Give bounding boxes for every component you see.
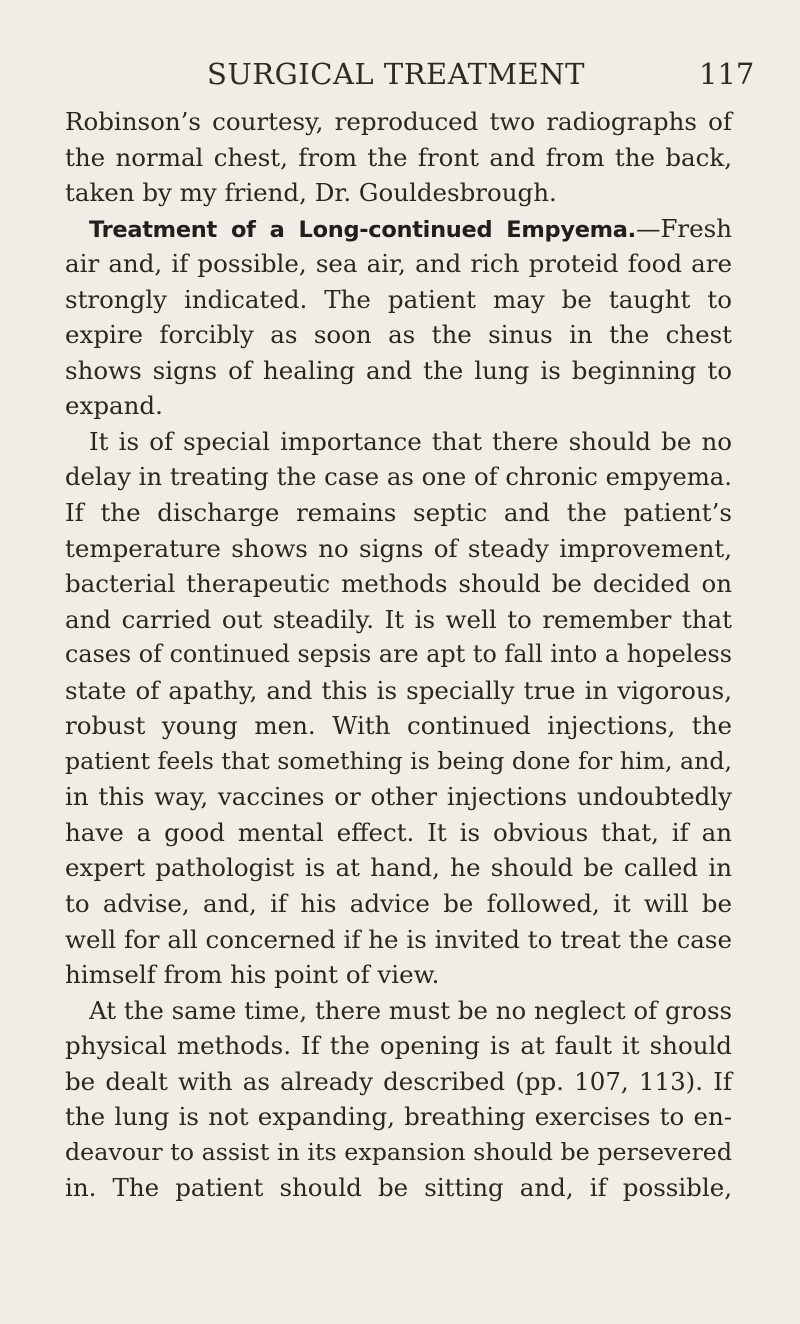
text-line: to advise, and, if his advice be followed, it will be	[65, 889, 732, 919]
text-line: shows signs of healing and the lung is beginning to	[65, 355, 732, 385]
text-line: the lung is not expanding, breathing exercises to en-	[65, 1102, 732, 1132]
text-line: and carried out steadily. It is well to remember that	[65, 604, 732, 634]
text-line: taken by my friend, Dr. Gouldesbrough.	[65, 178, 557, 208]
text-line: air and, if possible, sea air, and rich proteid food are	[65, 249, 732, 279]
text-line: be dealt with as already described (pp. 107, 113). If	[65, 1066, 732, 1096]
text-line: expand.	[65, 391, 163, 421]
text-run: —Fresh	[635, 213, 732, 243]
text-line: in this way, vaccines or other injections undoubtedly	[65, 782, 732, 812]
text-line: the normal chest, from the front and from the back,	[65, 142, 732, 172]
text-line: state of apathy, and this is specially true in vigorous,	[65, 675, 732, 705]
text-line: patient feels that something is being done for him, and,	[65, 746, 732, 775]
page-number: 117	[699, 57, 755, 91]
text-line: himself from his point of view.	[65, 960, 440, 990]
text-line: deavour to assist in its expansion should be persevered	[65, 1137, 732, 1166]
text-line: delay in treating the case as one of chronic empyema.	[65, 462, 732, 492]
section-heading-line	[65, 211, 732, 247]
text-line: well for all concerned if he is invited to treat the case	[65, 924, 732, 954]
text-line: have a good mental effect. It is obvious that, if an	[65, 817, 732, 847]
section-heading: Treatment of a Long-continued Empyema.	[89, 216, 636, 243]
running-head	[0, 56, 800, 96]
body-text	[65, 104, 732, 1206]
text-line: robust young men. With continued injections, the	[65, 711, 732, 741]
paragraph-start: It is of special importance that there should be no	[89, 426, 732, 456]
running-title: SURGICAL TREATMENT	[207, 57, 585, 91]
text-line: expire forcibly as soon as the sinus in the chest	[65, 320, 732, 350]
text-line: If the discharge remains septic and the patient’s	[65, 498, 732, 528]
text-line: cases of continued sepsis are apt to fall into a hopeless	[65, 640, 732, 669]
text-line: Robinson’s courtesy, reproduced two radiographs of	[65, 107, 732, 136]
text-line: temperature shows no signs of steady improvement,	[65, 533, 732, 563]
text-line: bacterial therapeutic methods should be decided on	[65, 569, 732, 599]
text-line: expert pathologist is at hand, he should be called in	[65, 853, 732, 883]
text-line: in. The patient should be sitting and, if possible,	[65, 1173, 732, 1203]
paragraph-start: At the same time, there must be no neglect of gross	[89, 995, 732, 1025]
text-line: physical methods. If the opening is at fault it should	[65, 1031, 732, 1061]
text-line: strongly indicated. The patient may be taught to	[65, 284, 732, 314]
